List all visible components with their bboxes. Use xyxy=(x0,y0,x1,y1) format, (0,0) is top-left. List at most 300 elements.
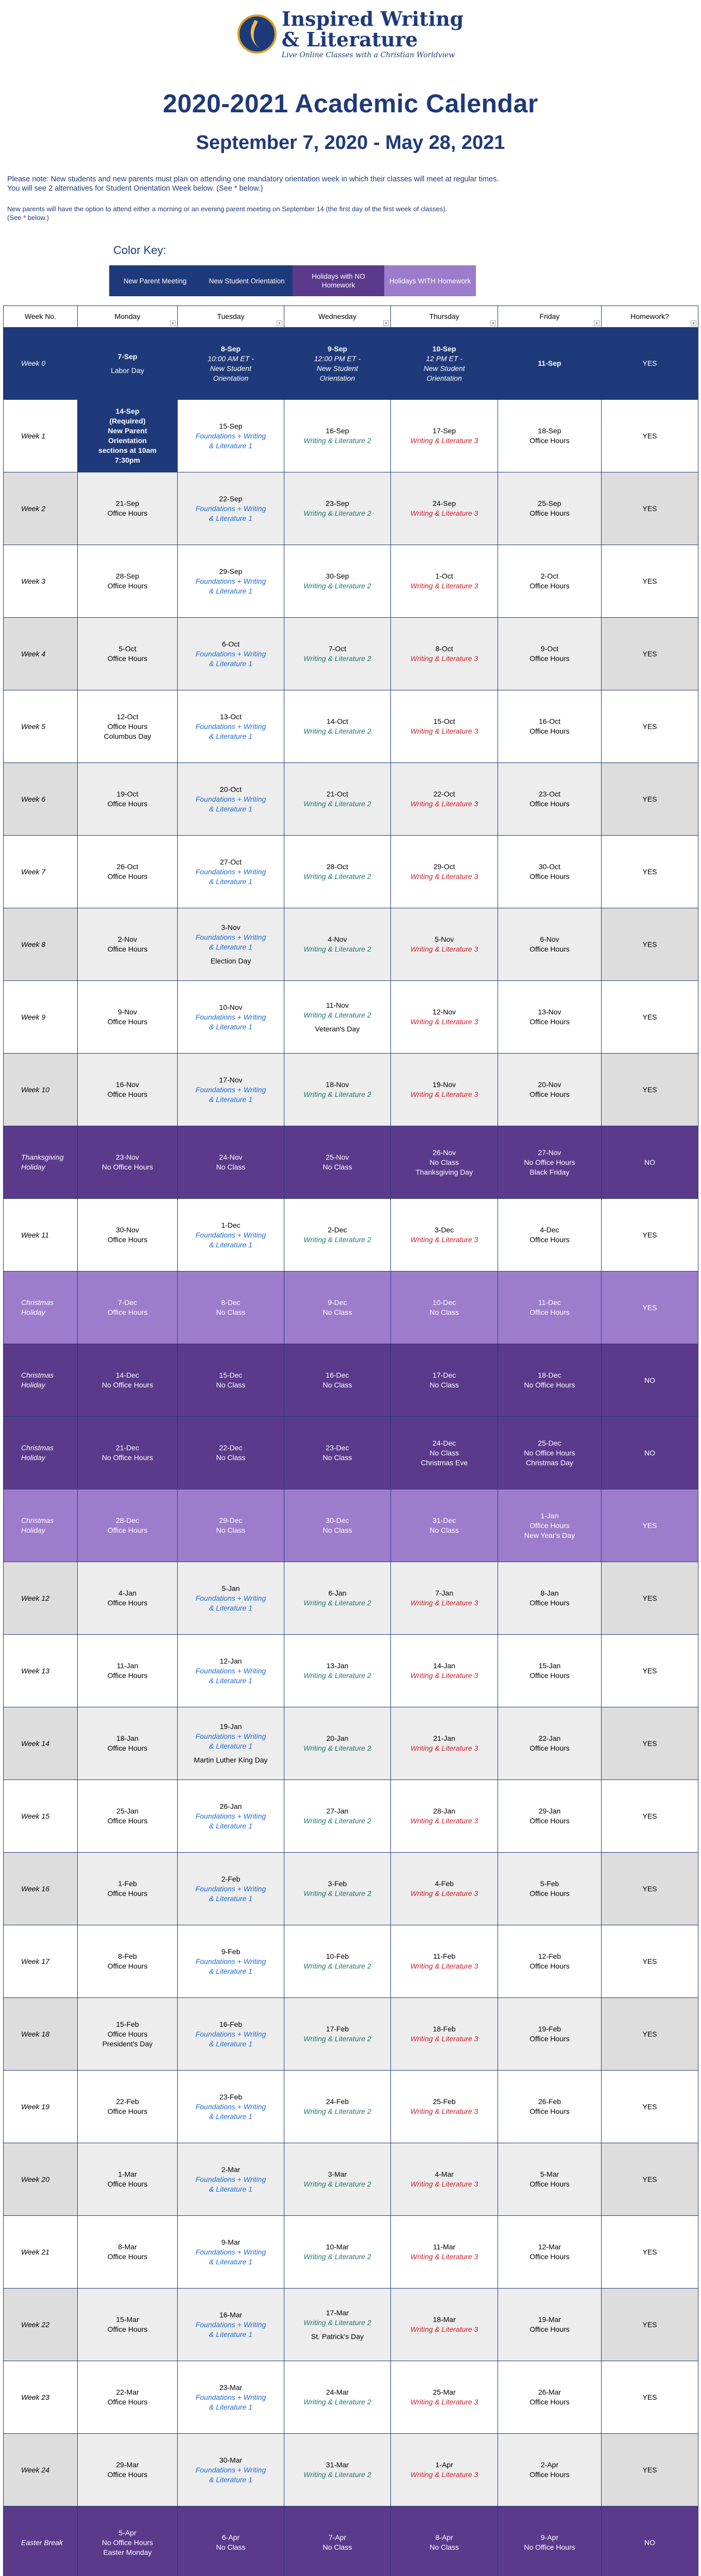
week-number: Week 1 xyxy=(4,400,78,472)
class-name: Writing & Literature 3 xyxy=(410,945,478,953)
date-label: 4-Feb xyxy=(435,1879,454,1888)
column-header[interactable] xyxy=(78,306,178,328)
homework-status: YES xyxy=(602,1780,698,1853)
color-key-item: New Student Orientation xyxy=(201,265,293,296)
column-header-label: Thursday xyxy=(429,312,459,321)
date-label: 11-Dec xyxy=(538,1298,561,1307)
date-label: 20-Jan xyxy=(326,1734,349,1742)
class-name: & Literature 1 xyxy=(209,1603,253,1612)
date-label: 21-Jan xyxy=(433,1734,455,1742)
date-label: 7-Jan xyxy=(435,1589,454,1597)
cell-text: Office Hours xyxy=(529,1671,570,1680)
cell-text: No Class xyxy=(216,2543,246,2551)
date-label: 30-Sep xyxy=(326,572,349,580)
column-header[interactable] xyxy=(284,306,391,328)
table-row xyxy=(4,472,698,545)
date-label: 3-Mar xyxy=(328,2170,347,2178)
homework-status: YES xyxy=(602,328,698,400)
cell-text: Office Hours xyxy=(529,1889,570,1897)
day-cell-fri xyxy=(498,1998,602,2071)
day-cell-mon xyxy=(78,2506,178,2576)
column-header[interactable] xyxy=(391,306,498,328)
cell-text: No Class xyxy=(322,1526,352,1534)
date-label: 9-Mar xyxy=(221,2238,241,2246)
date-label: 27-Oct xyxy=(219,857,242,866)
column-header-label: Week No. xyxy=(24,312,57,321)
day-cell-wed xyxy=(284,618,391,690)
cell-text: Office Hours xyxy=(529,1962,570,1970)
day-cell-wed xyxy=(284,1853,391,1925)
column-header[interactable] xyxy=(4,306,78,328)
date-label: 29-Sep xyxy=(219,567,243,575)
holiday-label: Christmas Day xyxy=(526,1458,573,1467)
note-orientation: Please note: New students and new parents must plan on attending one mandatory orientation week in which their classes will meet at regular times. xyxy=(7,175,499,183)
day-cell-tue xyxy=(178,1344,284,1417)
holiday-label: President's Day xyxy=(102,2039,153,2048)
date-label: 21-Dec xyxy=(115,1444,140,1452)
day-cell-thu xyxy=(391,472,498,545)
cell-text: Office Hours xyxy=(107,1526,148,1534)
class-name: Foundations + Writing xyxy=(195,2102,266,2111)
day-cell-wed xyxy=(284,2289,391,2361)
day-cell-mon xyxy=(78,328,178,400)
date-label: 14-Jan xyxy=(433,1662,455,1670)
sort-dropdown-icon[interactable]: ▾ xyxy=(170,320,176,326)
day-cell-tue xyxy=(178,545,284,618)
cell-text: No Class xyxy=(216,1308,246,1316)
class-name: & Literature 1 xyxy=(209,804,253,813)
date-label: 19-Mar xyxy=(538,2315,561,2324)
homework-status: YES xyxy=(602,1054,698,1126)
class-name: Foundations + Writing xyxy=(195,2247,266,2256)
day-cell-thu xyxy=(391,1272,498,1344)
logo[interactable] xyxy=(0,0,701,62)
table-row xyxy=(4,1489,698,1562)
date-label: 12-Mar xyxy=(538,2243,561,2251)
week-number: Week 15 xyxy=(4,1780,78,1853)
color-key-item: Holidays with NO Homework xyxy=(293,265,384,296)
class-name: & Literature 1 xyxy=(209,1742,253,1750)
table-row xyxy=(4,1562,698,1635)
day-cell-tue xyxy=(178,1707,284,1780)
orientation-text: Orientation xyxy=(213,374,249,382)
day-cell-thu xyxy=(391,545,498,618)
class-name: & Literature 1 xyxy=(209,1240,253,1249)
table-row xyxy=(4,690,698,763)
date-label: 29-Jan xyxy=(538,1807,561,1815)
day-cell-thu xyxy=(391,618,498,690)
date-label: 11-Jan xyxy=(116,1662,139,1670)
homework-status: NO xyxy=(602,2506,698,2576)
class-name: Writing & Literature 2 xyxy=(303,1010,371,1019)
date-label: 4-Jan xyxy=(118,1589,137,1597)
date-label: 26-Feb xyxy=(538,2097,561,2106)
week-number: Week 22 xyxy=(4,2289,78,2361)
date-label: 7-Oct xyxy=(328,645,347,653)
day-cell-fri xyxy=(498,2289,602,2361)
date-label: 1-Jan xyxy=(540,1511,559,1520)
day-cell-mon xyxy=(78,1199,178,1272)
day-cell-tue xyxy=(178,981,284,1054)
column-header[interactable] xyxy=(498,306,602,328)
holiday-label: New Year's Day xyxy=(524,1531,575,1539)
day-cell-fri xyxy=(498,618,602,690)
day-cell-thu xyxy=(391,1417,498,1489)
date-label: 27-Nov xyxy=(538,1148,561,1157)
date-label: 26-Oct xyxy=(116,862,139,871)
homework-status: YES xyxy=(602,1925,698,1998)
class-name: Foundations + Writing xyxy=(195,794,266,803)
cell-text: Office Hours xyxy=(107,945,148,953)
day-cell-mon xyxy=(78,2289,178,2361)
class-name: Writing & Literature 2 xyxy=(303,654,371,663)
date-label: 18-Jan xyxy=(116,1734,139,1742)
class-name: Foundations + Writing xyxy=(195,2465,266,2474)
day-cell-wed xyxy=(284,908,391,981)
holiday-label: Christmas Eve xyxy=(420,1458,468,1467)
homework-status: YES xyxy=(602,1272,698,1344)
day-cell-fri xyxy=(498,1562,602,1635)
date-label: 23-Nov xyxy=(115,1153,140,1161)
homework-status: YES xyxy=(602,2361,698,2434)
cell-text: Office Hours xyxy=(107,2325,148,2333)
date-label: 29-Oct xyxy=(433,862,455,871)
date-label: 6-Nov xyxy=(540,935,559,943)
day-cell-mon xyxy=(78,1707,178,1780)
sort-dropdown-icon[interactable]: ▾ xyxy=(277,320,282,326)
table-row xyxy=(4,328,698,400)
homework-status: YES xyxy=(602,1562,698,1635)
cell-text: Office Hours xyxy=(107,1671,148,1680)
orientation-text: New Parent xyxy=(108,427,147,435)
day-cell-mon xyxy=(78,1925,178,1998)
day-cell-tue xyxy=(178,1489,284,1562)
color-key-item: Holidays WITH Homework xyxy=(384,265,476,296)
day-cell-thu xyxy=(391,836,498,908)
day-cell-fri xyxy=(498,1707,602,1780)
cell-text: No Class xyxy=(216,1163,246,1171)
sort-dropdown-icon[interactable]: ▾ xyxy=(594,320,600,326)
spacer xyxy=(180,952,282,956)
day-cell-wed xyxy=(284,2216,391,2289)
table-row xyxy=(4,2143,698,2216)
day-cell-wed xyxy=(284,981,391,1054)
date-label: 19-Jan xyxy=(219,1722,242,1731)
day-cell-wed xyxy=(284,2506,391,2576)
cell-text: Office Hours xyxy=(107,1962,148,1970)
cell-text: Office Hours xyxy=(529,1599,570,1607)
orientation-text: 12 PM ET - xyxy=(426,354,463,363)
page-title: 2020-2021 Academic Calendar xyxy=(163,89,538,118)
cell-text: No Office Hours xyxy=(101,1163,153,1171)
date-label: 10-Feb xyxy=(326,1952,349,1960)
week-number: Week 5 xyxy=(4,690,78,763)
day-cell-thu xyxy=(391,1635,498,1707)
week-number: Week 16 xyxy=(4,1853,78,1925)
cell-text: No Office Hours xyxy=(524,1381,575,1389)
cell-text: No Office Hours xyxy=(524,1448,575,1457)
date-label: 18-Dec xyxy=(538,1371,561,1379)
date-label: 24-Sep xyxy=(432,499,456,507)
week-number: Week 20 xyxy=(4,2143,78,2216)
column-header-label: Friday xyxy=(539,312,560,321)
day-cell-fri xyxy=(498,2361,602,2434)
day-cell-mon xyxy=(78,1126,178,1199)
table-row xyxy=(4,763,698,836)
class-name: Writing & Literature 3 xyxy=(410,727,478,735)
date-label: 26-Jan xyxy=(219,1802,242,1810)
day-cell-wed xyxy=(284,1126,391,1199)
column-header[interactable] xyxy=(178,306,284,328)
day-cell-tue xyxy=(178,1925,284,1998)
sort-dropdown-icon[interactable]: ▾ xyxy=(383,320,389,326)
cell-text: Office Hours xyxy=(107,509,148,517)
cell-text: Office Hours xyxy=(529,1817,570,1825)
cell-text: No Office Hours xyxy=(101,1381,153,1389)
date-label: 14-Oct xyxy=(326,717,348,725)
class-name: Writing & Literature 3 xyxy=(410,1018,478,1026)
homework-status: YES xyxy=(602,1707,698,1780)
class-name: Writing & Literature 3 xyxy=(410,509,478,517)
day-cell-wed xyxy=(284,1635,391,1707)
class-name: Writing & Literature 2 xyxy=(303,2398,371,2406)
sort-dropdown-icon[interactable]: ▾ xyxy=(490,320,496,326)
day-cell-fri xyxy=(498,1126,602,1199)
date-label: 16-Dec xyxy=(326,1371,349,1379)
day-cell-wed xyxy=(284,690,391,763)
class-name: Writing & Literature 2 xyxy=(303,2318,371,2327)
date-label: 14-Dec xyxy=(115,1371,140,1379)
column-header[interactable] xyxy=(602,306,698,328)
date-label: 20-Nov xyxy=(538,1080,561,1089)
date-label: 8-Jan xyxy=(540,1589,559,1597)
week-number: Christmas Holiday xyxy=(4,1344,78,1417)
cell-text: Office Hours xyxy=(107,1889,148,1897)
day-cell-thu xyxy=(391,1562,498,1635)
cell-text: No Class xyxy=(430,1158,459,1166)
day-cell-mon xyxy=(78,1998,178,2071)
class-name: Writing & Literature 3 xyxy=(410,2325,478,2333)
table-row xyxy=(4,2506,698,2576)
logo-tagline: Live Online Classes with a Christian Worldview xyxy=(281,51,455,59)
day-cell-mon xyxy=(78,1272,178,1344)
day-cell-tue xyxy=(178,2071,284,2143)
cell-text: No Office Hours xyxy=(524,2543,575,2551)
table-row xyxy=(4,2361,698,2434)
class-name: Writing & Literature 2 xyxy=(303,727,371,735)
homework-status: YES xyxy=(602,2434,698,2506)
day-cell-fri xyxy=(498,1417,602,1489)
day-cell-fri xyxy=(498,545,602,618)
orientation-text: sections at 10am xyxy=(98,446,157,454)
day-cell-wed xyxy=(284,1489,391,1562)
table-row xyxy=(4,2216,698,2289)
date-label: 2-Oct xyxy=(540,572,559,580)
class-name: Writing & Literature 2 xyxy=(303,436,371,445)
day-cell-wed xyxy=(284,2143,391,2216)
holiday-label: Labor Day xyxy=(111,366,144,375)
day-cell-wed xyxy=(284,763,391,836)
table-row xyxy=(4,908,698,981)
date-label: 4-Mar xyxy=(435,2170,454,2178)
class-name: Writing & Literature 3 xyxy=(410,1090,478,1098)
day-cell-thu xyxy=(391,2216,498,2289)
day-cell-wed xyxy=(284,1272,391,1344)
homework-status: YES xyxy=(602,763,698,836)
table-row xyxy=(4,2434,698,2506)
date-label: 11-Mar xyxy=(433,2243,456,2251)
notes xyxy=(0,175,701,222)
class-name: Foundations + Writing xyxy=(195,1811,266,1820)
date-label: 29-Dec xyxy=(219,1516,243,1524)
date-label: 8-Feb xyxy=(118,1952,137,1960)
date-label: 23-Mar xyxy=(219,2383,243,2392)
week-number: Week 10 xyxy=(4,1054,78,1126)
date-label: 28-Jan xyxy=(433,1807,455,1815)
cell-text: No Class xyxy=(430,1448,459,1457)
class-name: Writing & Literature 3 xyxy=(410,1599,478,1607)
class-name: Writing & Literature 2 xyxy=(303,1671,371,1680)
class-name: Writing & Literature 2 xyxy=(303,1744,371,1752)
day-cell-mon xyxy=(78,690,178,763)
table-row xyxy=(4,1417,698,1489)
date-label: 9-Apr xyxy=(540,2533,559,2541)
date-label: 8-Mar xyxy=(118,2243,137,2251)
day-cell-fri xyxy=(498,2216,602,2289)
week-number: Week 13 xyxy=(4,1635,78,1707)
cell-text: Office Hours xyxy=(529,2470,570,2479)
date-label: 25-Feb xyxy=(433,2097,456,2106)
day-cell-wed xyxy=(284,328,391,400)
date-label: 26-Mar xyxy=(538,2388,561,2396)
day-cell-wed xyxy=(284,2071,391,2143)
cell-text: No Office Hours xyxy=(524,1158,575,1166)
day-cell-tue xyxy=(178,2361,284,2434)
homework-status: YES xyxy=(602,472,698,545)
cell-text: No Class xyxy=(322,1453,352,1462)
day-cell-tue xyxy=(178,1780,284,1853)
day-cell-mon xyxy=(78,981,178,1054)
day-cell-mon xyxy=(78,1344,178,1417)
cell-text: Office Hours xyxy=(529,945,570,953)
date-label: 23-Sep xyxy=(326,499,349,507)
date-label: 13-Oct xyxy=(219,712,242,721)
homework-status: YES xyxy=(602,2071,698,2143)
table-row xyxy=(4,1635,698,1707)
day-cell-wed xyxy=(284,472,391,545)
day-cell-thu xyxy=(391,2289,498,2361)
day-cell-fri xyxy=(498,763,602,836)
quill-logo-icon xyxy=(237,14,277,54)
date-range-subtitle: September 7, 2020 - May 28, 2021 xyxy=(196,132,505,154)
date-label: 1-Dec xyxy=(221,1221,241,1229)
table-row xyxy=(4,1998,698,2071)
class-name: Foundations + Writing xyxy=(195,2320,266,2329)
day-cell-thu xyxy=(391,1489,498,1562)
cell-text: No Class xyxy=(216,1381,246,1389)
date-label: 2-Feb xyxy=(221,1874,241,1883)
date-label: 10-Nov xyxy=(219,1003,243,1011)
day-cell-fri xyxy=(498,1489,602,1562)
date-label: 10-Sep xyxy=(432,344,456,353)
day-cell-wed xyxy=(284,1998,391,2071)
cell-text: Office Hours xyxy=(529,509,570,517)
week-number: Thanksgiving Holiday xyxy=(4,1126,78,1199)
homework-status: YES xyxy=(602,981,698,1054)
date-label: 25-Nov xyxy=(326,1153,349,1161)
day-cell-fri xyxy=(498,2143,602,2216)
cell-text: Office Hours xyxy=(107,2029,148,2038)
date-label: 15-Feb xyxy=(116,2020,139,2028)
day-cell-mon xyxy=(78,472,178,545)
class-name: & Literature 1 xyxy=(209,877,253,886)
cell-text: No Office Hours xyxy=(101,1453,153,1462)
day-cell-tue xyxy=(178,763,284,836)
class-name: Writing & Literature 2 xyxy=(303,800,371,808)
class-name: & Literature 1 xyxy=(209,2402,253,2411)
week-number: Christmas Holiday xyxy=(4,1272,78,1344)
day-cell-wed xyxy=(284,1344,391,1417)
class-name: & Literature 1 xyxy=(209,2039,253,2048)
day-cell-fri xyxy=(498,836,602,908)
date-label: 5-Nov xyxy=(434,935,454,943)
date-label: 2-Apr xyxy=(540,2461,559,2469)
day-cell-tue xyxy=(178,1054,284,1126)
date-label: 9-Sep xyxy=(327,344,348,353)
class-name: Writing & Literature 2 xyxy=(303,582,371,590)
cell-text: Office Hours xyxy=(107,722,148,731)
day-cell-tue xyxy=(178,2143,284,2216)
date-label: 25-Mar xyxy=(433,2388,456,2396)
class-name: Writing & Literature 3 xyxy=(410,800,478,808)
day-cell-fri xyxy=(498,2434,602,2506)
date-label: 6-Apr xyxy=(221,2533,240,2541)
cell-text: Office Hours xyxy=(529,2252,570,2261)
date-label: 12-Oct xyxy=(116,712,139,721)
class-name: Writing & Literature 2 xyxy=(303,509,371,517)
cell-text: Office Hours xyxy=(529,1308,570,1316)
cell-text: Office Hours xyxy=(107,872,148,880)
class-name: Writing & Literature 3 xyxy=(410,1671,478,1680)
holiday-label: Thanksgiving Day xyxy=(415,1167,473,1176)
class-name: & Literature 1 xyxy=(209,2330,253,2338)
day-cell-tue xyxy=(178,2434,284,2506)
day-cell-mon xyxy=(78,1562,178,1635)
date-label: 6-Oct xyxy=(221,639,240,648)
week-number: Week 6 xyxy=(4,763,78,836)
orientation-text: 12:00 PM ET - xyxy=(314,354,361,363)
cell-text: Office Hours xyxy=(529,654,570,663)
date-label: 24-Mar xyxy=(326,2388,349,2396)
date-label: 15-Jan xyxy=(538,1662,561,1670)
date-label: 16-Oct xyxy=(538,717,560,725)
date-label: 22-Feb xyxy=(116,2097,139,2106)
day-cell-fri xyxy=(498,2071,602,2143)
class-name: Writing & Literature 2 xyxy=(303,1090,371,1098)
week-number: Week 4 xyxy=(4,618,78,690)
date-label: 24-Nov xyxy=(219,1153,243,1161)
cell-text: No Class xyxy=(322,1381,352,1389)
cell-text: No Class xyxy=(322,1163,352,1171)
cell-text: Office Hours xyxy=(107,1235,148,1244)
sort-dropdown-icon[interactable]: ▾ xyxy=(691,320,696,326)
homework-status: YES xyxy=(602,2216,698,2289)
date-label: 13-Nov xyxy=(538,1008,561,1016)
date-label: 31-Mar xyxy=(326,2461,349,2469)
cell-text: No Class xyxy=(322,2543,352,2551)
date-label: 8-Dec xyxy=(221,1298,241,1307)
day-cell-tue xyxy=(178,472,284,545)
